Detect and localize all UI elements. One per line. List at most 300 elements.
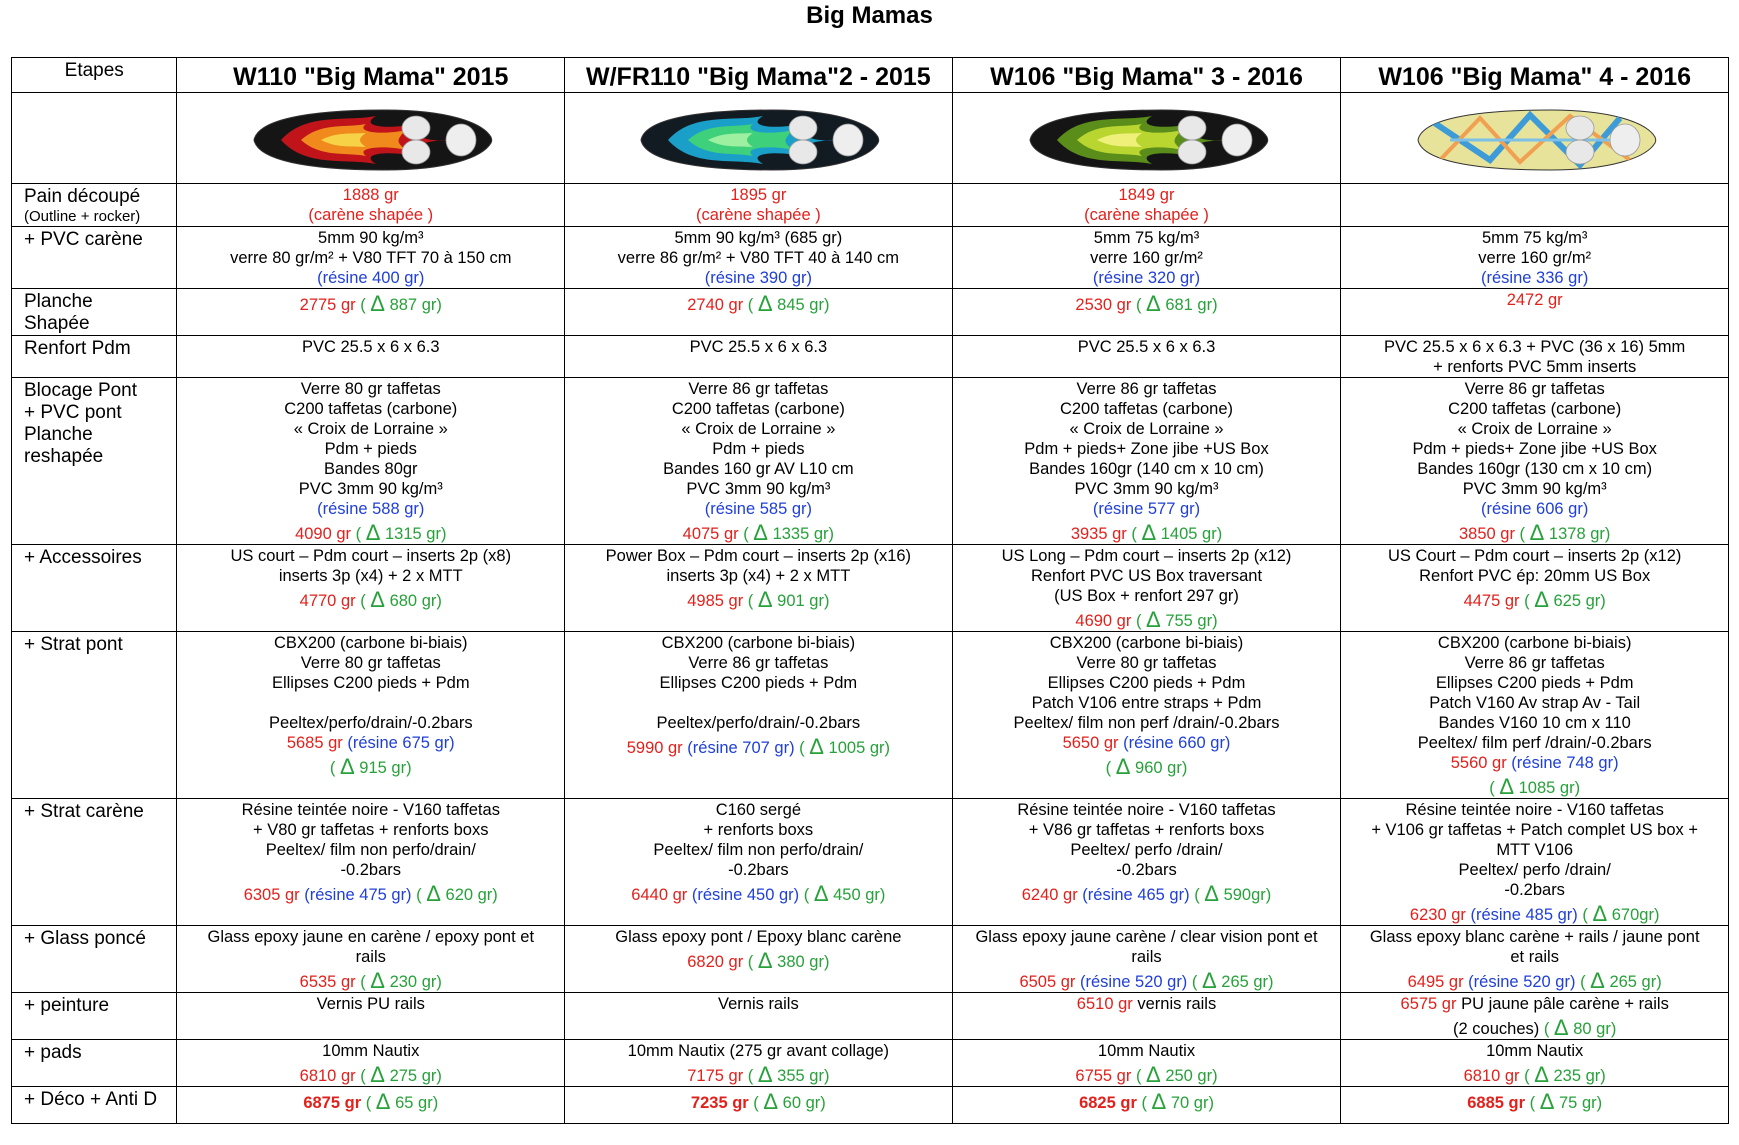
resin-value: (résine 748 gr) bbox=[1506, 754, 1619, 772]
stage-label-line: + Strat carène bbox=[24, 801, 144, 822]
delta-value: 625 gr) bbox=[1548, 592, 1606, 610]
cell-line bbox=[1341, 439, 1728, 459]
cell-text: 5mm 75 kg/m³ bbox=[1481, 229, 1588, 247]
weight-value: 6510 gr bbox=[1076, 995, 1133, 1013]
weight-value: 2530 gr bbox=[1075, 296, 1132, 314]
cell-line bbox=[177, 673, 564, 693]
stage-cell-board-4 bbox=[1341, 378, 1729, 545]
stage-label bbox=[12, 378, 177, 545]
delta-icon: Δ bbox=[1590, 968, 1605, 993]
cell-line bbox=[1341, 520, 1728, 545]
cell-text: Verre 86 gr taffetas bbox=[1464, 654, 1605, 672]
weight-value: (carène shapée ) bbox=[695, 206, 821, 224]
cell-line bbox=[1341, 499, 1728, 519]
cell-line bbox=[953, 268, 1341, 288]
delta-icon: Δ bbox=[1499, 774, 1515, 799]
cell-line bbox=[1341, 546, 1728, 566]
stage-label bbox=[12, 632, 177, 799]
cell-text: Bandes 80gr bbox=[323, 460, 418, 478]
cell-line bbox=[565, 337, 952, 357]
cell-line bbox=[177, 439, 564, 459]
cell-line bbox=[1341, 927, 1728, 947]
delta-icon: Δ bbox=[813, 881, 829, 906]
image-row-label bbox=[12, 93, 177, 184]
weight-value: (carène shapée ) bbox=[308, 206, 434, 224]
delta-icon: Δ bbox=[1141, 520, 1157, 545]
cell-line bbox=[177, 566, 564, 586]
resin-value: (résine 320 gr) bbox=[1092, 269, 1201, 287]
stage-cell-board-1 bbox=[177, 632, 565, 799]
cell-line bbox=[953, 994, 1341, 1014]
stage-cell-board-2 bbox=[565, 632, 953, 799]
cell-line bbox=[953, 800, 1341, 820]
cell-line bbox=[177, 633, 564, 653]
weight-value: 6230 gr bbox=[1409, 906, 1466, 924]
cell-line bbox=[1341, 1041, 1728, 1061]
cell-line bbox=[1341, 653, 1728, 673]
cell-line bbox=[177, 881, 564, 906]
stage-cell-board-4 bbox=[1341, 1087, 1729, 1124]
footpad bbox=[789, 140, 817, 164]
weight-value: 4770 gr bbox=[299, 592, 356, 610]
resin-value: (résine 707 gr) bbox=[682, 739, 795, 757]
cell-text: inserts 3p (x4) + 2 x MTT bbox=[666, 567, 851, 585]
cell-text: 5mm 90 kg/m³ (685 gr) bbox=[674, 229, 843, 247]
cell-text: C200 taffetas (carbone) bbox=[284, 400, 458, 418]
cell-line bbox=[953, 1041, 1341, 1061]
cell-text: Peeltex/perfo/drain/-0.2bars bbox=[656, 714, 861, 732]
cell-text: Vernis PU rails bbox=[316, 995, 425, 1013]
stage-cell-board-3 bbox=[952, 993, 1341, 1040]
delta-value: ( bbox=[355, 1067, 371, 1085]
cell-text: verre 80 gr/m² + V80 TFT 70 à 150 cm bbox=[230, 249, 512, 267]
stage-cell-board-1 bbox=[177, 926, 565, 993]
cell-text: Verre 80 gr taffetas bbox=[300, 654, 441, 672]
weight-value: 2775 gr bbox=[299, 296, 356, 314]
cell-text: Peeltex/ film non perfo/drain/ bbox=[265, 841, 476, 859]
stage-cell-board-3 bbox=[952, 1040, 1341, 1087]
cell-line bbox=[565, 228, 952, 248]
cell-line bbox=[565, 479, 952, 499]
delta-icon: Δ bbox=[375, 1089, 391, 1114]
cell-text: Renfort PVC US Box traversant bbox=[1030, 567, 1263, 585]
cell-line bbox=[1341, 566, 1728, 586]
cell-line bbox=[565, 185, 952, 205]
delta-value: 915 gr) bbox=[354, 759, 412, 777]
delta-value: ( bbox=[1519, 1067, 1535, 1085]
stage-row bbox=[12, 926, 1729, 993]
cell-line bbox=[953, 820, 1341, 840]
tail-pad bbox=[833, 124, 863, 156]
cell-text: « Croix de Lorraine » bbox=[1457, 420, 1612, 438]
header-board-1: W110 "Big Mama" 2015 bbox=[177, 58, 565, 93]
stage-row bbox=[12, 289, 1729, 336]
delta-value: 355 gr) bbox=[772, 1067, 830, 1085]
cell-text: 5mm 75 kg/m³ bbox=[1093, 229, 1200, 247]
stage-label-line: Shapée bbox=[24, 313, 90, 334]
cell-line bbox=[953, 546, 1341, 566]
delta-value: ( bbox=[1131, 612, 1147, 630]
cell-text: C200 taffetas (carbone) bbox=[1059, 400, 1234, 418]
stage-cell-board-3 bbox=[952, 1087, 1341, 1124]
cell-line bbox=[953, 927, 1341, 947]
cell-line bbox=[1341, 633, 1728, 653]
stage-cell-board-4 bbox=[1341, 227, 1729, 289]
cell-line bbox=[953, 499, 1341, 519]
cell-text: CBX200 (carbone bi-biais) bbox=[1049, 634, 1244, 652]
stage-label-line: + peinture bbox=[24, 995, 110, 1016]
delta-value: ( bbox=[1514, 525, 1530, 543]
cell-line bbox=[953, 947, 1341, 967]
blank-line bbox=[177, 693, 564, 713]
stage-cell-board-1 bbox=[177, 336, 565, 378]
cell-line bbox=[953, 586, 1341, 606]
cell-text: Power Box – Pdm court – inserts 2p (x16) bbox=[605, 547, 912, 565]
delta-value: 590gr) bbox=[1218, 886, 1272, 904]
build-stages-table bbox=[11, 57, 1729, 1124]
cell-line bbox=[565, 734, 952, 759]
delta-value: ( bbox=[743, 296, 758, 314]
stage-row bbox=[12, 1040, 1729, 1087]
cell-text: Verre 80 gr taffetas bbox=[1076, 654, 1217, 672]
stage-label bbox=[12, 545, 177, 632]
delta-icon: Δ bbox=[370, 587, 385, 612]
delta-icon: Δ bbox=[1539, 1089, 1555, 1114]
delta-value: ( bbox=[1126, 525, 1142, 543]
cell-text: Verre 86 gr taffetas bbox=[688, 380, 829, 398]
cell-line bbox=[177, 337, 564, 357]
stage-row bbox=[12, 799, 1729, 926]
stage-cell-board-1 bbox=[177, 1040, 565, 1087]
delta-value: ( bbox=[411, 886, 427, 904]
cell-text: PVC 3mm 90 kg/m³ bbox=[686, 480, 831, 498]
delta-icon: Δ bbox=[1146, 1062, 1161, 1087]
cell-text: C200 taffetas (carbone) bbox=[671, 400, 845, 418]
stage-cell-board-3 bbox=[952, 926, 1341, 993]
cell-line bbox=[953, 248, 1341, 268]
stage-row bbox=[12, 227, 1729, 289]
cell-line bbox=[1341, 753, 1728, 773]
cell-line bbox=[1341, 357, 1728, 377]
cell-line bbox=[565, 546, 952, 566]
delta-icon: Δ bbox=[340, 754, 355, 779]
cell-text: Glass epoxy jaune carène / clear vision pont et bbox=[975, 928, 1318, 946]
delta-value: 265 gr) bbox=[1604, 973, 1662, 991]
delta-value: ( bbox=[1525, 1094, 1540, 1112]
delta-icon: Δ bbox=[1115, 754, 1131, 779]
cell-line bbox=[953, 399, 1341, 419]
weight-value: 6875 gr bbox=[303, 1094, 362, 1112]
cell-line bbox=[565, 379, 952, 399]
stage-row bbox=[12, 632, 1729, 799]
cell-text: Ellipses C200 pieds + Pdm bbox=[659, 674, 858, 692]
footpad bbox=[1566, 116, 1594, 140]
tail-pad bbox=[1610, 124, 1640, 156]
delta-value: 1315 gr) bbox=[380, 525, 447, 543]
cell-text: Bandes 160gr (140 cm x 10 cm) bbox=[1029, 460, 1264, 478]
cell-line bbox=[953, 713, 1341, 733]
cell-line bbox=[177, 860, 564, 880]
cell-line bbox=[565, 268, 952, 288]
cell-text: C160 sergé bbox=[715, 801, 802, 819]
stage-cell-board-2 bbox=[565, 184, 953, 227]
footpad bbox=[1178, 116, 1206, 140]
weight-value: 5650 gr bbox=[1062, 734, 1119, 752]
weight-value: 2472 gr bbox=[1506, 291, 1563, 309]
cell-line bbox=[1341, 399, 1728, 419]
cell-text: PVC 3mm 90 kg/m³ bbox=[1074, 480, 1219, 498]
resin-value: (résine 465 gr) bbox=[1077, 886, 1190, 904]
cell-text: Peeltex/ perfo /drain/ bbox=[1070, 841, 1223, 859]
cell-line bbox=[177, 205, 564, 225]
cell-line bbox=[177, 379, 564, 399]
cell-line bbox=[177, 399, 564, 419]
stage-cell-board-2 bbox=[565, 336, 953, 378]
cell-text: Peeltex/perfo/drain/-0.2bars bbox=[268, 714, 473, 732]
delta-icon: Δ bbox=[1534, 1062, 1549, 1087]
cell-line bbox=[177, 228, 564, 248]
cell-text: Résine teintée noire - V160 taffetas bbox=[241, 801, 500, 819]
cell-text: + V86 gr taffetas + renforts boxs bbox=[1028, 821, 1265, 839]
delta-value: ( bbox=[329, 759, 341, 777]
delta-value: ( bbox=[1189, 886, 1205, 904]
cell-line bbox=[565, 291, 952, 316]
cell-line bbox=[177, 653, 564, 673]
stage-label bbox=[12, 289, 177, 336]
resin-value: (résine 585 gr) bbox=[704, 500, 813, 518]
weight-value: 3935 gr bbox=[1070, 525, 1127, 543]
cell-line bbox=[565, 881, 952, 906]
cell-line bbox=[177, 546, 564, 566]
cell-line bbox=[953, 566, 1341, 586]
cell-text: C200 taffetas (carbone) bbox=[1448, 400, 1622, 418]
weight-value: 3850 gr bbox=[1458, 525, 1515, 543]
cell-line bbox=[177, 520, 564, 545]
cell-text: Ellipses C200 pieds + Pdm bbox=[1435, 674, 1634, 692]
cell-line bbox=[177, 499, 564, 519]
cell-line bbox=[565, 1062, 952, 1087]
weight-value: 4690 gr bbox=[1075, 612, 1132, 630]
cell-line bbox=[1341, 1062, 1728, 1087]
cell-line bbox=[177, 927, 564, 947]
stage-label-line: + Accessoires bbox=[24, 547, 142, 568]
stage-cell-board-3 bbox=[952, 632, 1341, 799]
board-image-cell-4 bbox=[1341, 93, 1729, 184]
delta-value: 681 gr) bbox=[1160, 296, 1218, 314]
cell-text: PVC 25.5 x 6 x 6.3 + PVC (36 x 16) 5mm bbox=[1384, 338, 1686, 356]
cell-text: Vernis rails bbox=[718, 995, 799, 1013]
cell-line bbox=[953, 633, 1341, 653]
blank-line bbox=[565, 693, 952, 713]
cell-text: Bandes 160gr (130 cm x 10 cm) bbox=[1417, 460, 1653, 478]
delta-icon: Δ bbox=[1204, 881, 1219, 906]
delta-icon: Δ bbox=[763, 1089, 779, 1114]
stage-cell-board-2 bbox=[565, 227, 953, 289]
cell-line bbox=[1341, 479, 1728, 499]
delta-icon: Δ bbox=[1592, 901, 1608, 926]
cell-text: -0.2bars bbox=[1504, 881, 1565, 899]
delta-value: ( bbox=[1519, 592, 1535, 610]
delta-value: ( bbox=[743, 592, 758, 610]
weight-value: (carène shapée ) bbox=[1084, 206, 1209, 224]
cell-line bbox=[1341, 713, 1728, 733]
stage-row bbox=[12, 378, 1729, 545]
delta-value: ( bbox=[1187, 973, 1202, 991]
delta-value: 230 gr) bbox=[385, 973, 442, 991]
cell-line bbox=[565, 673, 952, 693]
weight-value: 2740 gr bbox=[687, 296, 744, 314]
cell-line bbox=[953, 337, 1341, 357]
image-row bbox=[12, 93, 1729, 184]
cell-text: PVC 25.5 x 6 x 6.3 bbox=[1077, 338, 1216, 356]
cell-text: Résine teintée noire - V160 taffetas bbox=[1405, 801, 1664, 819]
stage-label-line: + pads bbox=[24, 1042, 82, 1063]
resin-value: (résine 660 gr) bbox=[1118, 734, 1231, 752]
header-board-4: W106 "Big Mama" 4 - 2016 bbox=[1341, 58, 1729, 93]
delta-icon: Δ bbox=[757, 948, 773, 973]
cell-line bbox=[177, 268, 564, 288]
resin-value: (résine 400 gr) bbox=[317, 269, 425, 287]
board-image-1 bbox=[246, 100, 496, 180]
page-title: Big Mamas bbox=[806, 2, 933, 29]
cell-text: US Court – Pdm court – inserts 2p (x12) bbox=[1387, 547, 1682, 565]
delta-value: ( bbox=[1577, 906, 1593, 924]
resin-value: (résine 336 gr) bbox=[1481, 269, 1589, 287]
cell-text: PU jaune pâle carène + rails bbox=[1456, 995, 1669, 1013]
cell-line bbox=[565, 927, 952, 947]
cell-text: Verre 86 gr taffetas bbox=[1464, 380, 1605, 398]
stage-cell-board-3 bbox=[952, 227, 1341, 289]
cell-line bbox=[177, 800, 564, 820]
delta-value: 265 gr) bbox=[1216, 973, 1274, 991]
cell-line bbox=[1341, 901, 1728, 926]
stage-cell-board-4 bbox=[1341, 1040, 1729, 1087]
weight-value: 6505 gr bbox=[1019, 973, 1076, 991]
delta-value: ( bbox=[743, 1067, 758, 1085]
stage-cell-board-1 bbox=[177, 184, 565, 227]
cell-line bbox=[1341, 268, 1728, 288]
cell-line bbox=[565, 633, 952, 653]
cell-line bbox=[1341, 248, 1728, 268]
weight-value: 5560 gr bbox=[1450, 754, 1507, 772]
cell-text: Glass epoxy jaune en carène / epoxy pont et bbox=[207, 928, 535, 946]
weight-value: 5685 gr bbox=[286, 734, 343, 752]
cell-line bbox=[565, 1041, 952, 1061]
cell-text: Renfort PVC ép: 20mm US Box bbox=[1419, 567, 1651, 585]
cell-line bbox=[953, 653, 1341, 673]
board-image-cell-2 bbox=[565, 93, 953, 184]
header-etapes: Etapes bbox=[12, 58, 177, 93]
resin-value: (résine 475 gr) bbox=[299, 886, 412, 904]
cell-text: + renforts PVC 5mm inserts bbox=[1433, 358, 1637, 376]
stage-label bbox=[12, 993, 177, 1040]
delta-icon: Δ bbox=[757, 587, 773, 612]
weight-value: 4075 gr bbox=[682, 525, 739, 543]
stage-cell-board-1 bbox=[177, 289, 565, 336]
tail-pad bbox=[446, 124, 476, 156]
cell-line bbox=[565, 994, 952, 1014]
cell-line bbox=[177, 419, 564, 439]
stage-label-line: Planche bbox=[24, 424, 93, 445]
cell-line bbox=[177, 1062, 564, 1087]
stage-label-line: Blocage Pont bbox=[24, 380, 138, 401]
stage-cell-board-2 bbox=[565, 799, 953, 926]
delta-value: 887 gr) bbox=[385, 296, 442, 314]
delta-value: ( bbox=[799, 886, 814, 904]
board-image-cell-3 bbox=[952, 93, 1341, 184]
delta-icon: Δ bbox=[370, 291, 385, 316]
cell-line bbox=[565, 840, 952, 860]
stage-cell-board-3 bbox=[952, 336, 1341, 378]
cell-text: Ellipses C200 pieds + Pdm bbox=[271, 674, 470, 692]
cell-line bbox=[565, 499, 952, 519]
cell-line bbox=[177, 459, 564, 479]
stage-label bbox=[12, 926, 177, 993]
stage-label-line: + PVC pont bbox=[24, 402, 122, 423]
cell-line bbox=[1341, 733, 1728, 753]
cell-line bbox=[953, 607, 1341, 632]
resin-value: (résine 675 gr) bbox=[342, 734, 455, 752]
stage-cell-board-1 bbox=[177, 378, 565, 545]
cell-text: (2 couches) bbox=[1453, 1020, 1540, 1038]
stage-cell-board-2 bbox=[565, 1040, 953, 1087]
cell-line bbox=[565, 248, 952, 268]
cell-line bbox=[1341, 820, 1728, 840]
resin-value: (résine 577 gr) bbox=[1092, 500, 1201, 518]
cell-line bbox=[953, 419, 1341, 439]
weight-value: 6825 gr bbox=[1079, 1094, 1137, 1112]
cell-text: Bandes V160 10 cm x 110 bbox=[1438, 714, 1631, 732]
stage-cell-board-4 bbox=[1341, 926, 1729, 993]
cell-text: -0.2bars bbox=[728, 861, 789, 879]
stage-label-line: Renfort Pdm bbox=[24, 338, 131, 359]
stage-cell-board-4 bbox=[1341, 545, 1729, 632]
cell-line bbox=[1341, 880, 1728, 900]
delta-icon: Δ bbox=[370, 1062, 385, 1087]
cell-text: Pdm + pieds+ Zone jibe +US Box bbox=[1024, 440, 1269, 458]
stage-cell-board-4 bbox=[1341, 632, 1729, 799]
stage-label bbox=[12, 1040, 177, 1087]
cell-text: Patch V106 entre straps + Pdm bbox=[1031, 694, 1262, 712]
cell-text: et rails bbox=[1510, 948, 1559, 966]
delta-value: 620 gr) bbox=[440, 886, 498, 904]
resin-value: (résine 450 gr) bbox=[687, 886, 800, 904]
stage-cell-board-3 bbox=[952, 184, 1341, 227]
cell-line bbox=[1341, 840, 1728, 860]
delta-value: 1085 gr) bbox=[1514, 779, 1581, 797]
cell-line bbox=[1341, 587, 1728, 612]
footpad bbox=[402, 140, 430, 164]
delta-icon: Δ bbox=[370, 968, 385, 993]
delta-icon: Δ bbox=[1146, 291, 1161, 316]
weight-value: 6535 gr bbox=[299, 973, 356, 991]
stage-cell-board-3 bbox=[952, 545, 1341, 632]
delta-value: ( bbox=[1131, 296, 1147, 314]
delta-value: 275 gr) bbox=[385, 1067, 442, 1085]
delta-value: 670gr) bbox=[1607, 906, 1660, 924]
resin-value: (résine 588 gr) bbox=[317, 500, 425, 518]
delta-value: 80 gr) bbox=[1568, 1020, 1617, 1038]
stage-label-line: + Strat pont bbox=[24, 634, 123, 655]
cell-line bbox=[565, 439, 952, 459]
cell-text: verre 86 gr/m² + V80 TFT 40 à 140 cm bbox=[617, 249, 900, 267]
delta-value: 1335 gr) bbox=[768, 525, 835, 543]
delta-value: ( bbox=[355, 296, 371, 314]
cell-text: Ellipses C200 pieds + Pdm bbox=[1047, 674, 1246, 692]
cell-line bbox=[1341, 1089, 1728, 1114]
cell-line bbox=[1341, 994, 1728, 1014]
delta-value: 680 gr) bbox=[385, 592, 442, 610]
